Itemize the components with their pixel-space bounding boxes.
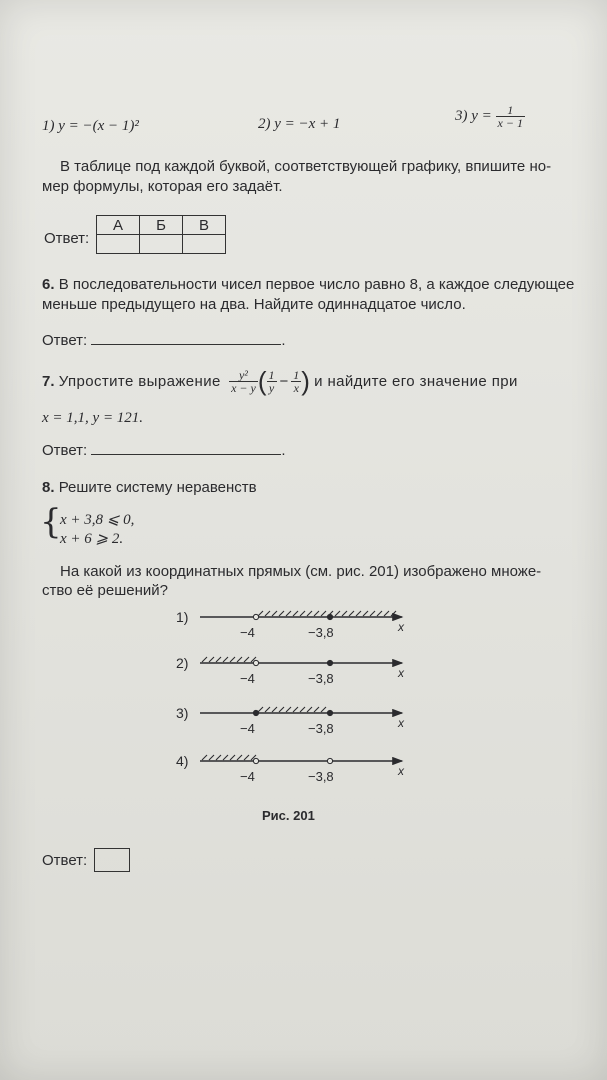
task7-line1 <box>42 366 518 397</box>
hatch-mark <box>216 755 221 760</box>
task8-title-line <box>42 479 257 496</box>
task6-text: В последовательности чисел первое число равно 8, а каждое следующее <box>58 276 575 293</box>
hatch-mark <box>230 755 235 760</box>
hatch-mark <box>216 657 221 662</box>
point-a <box>253 758 258 763</box>
tick-label-a: −4 <box>240 721 255 736</box>
formula-3-prefix: 3) y = <box>455 108 492 124</box>
hatch-mark <box>342 611 347 616</box>
point-b <box>327 710 332 715</box>
hatch-mark <box>202 755 207 760</box>
hatch-mark <box>300 707 305 712</box>
task7-fraction-2 <box>291 369 301 394</box>
task8-question-line2: ство её решений? <box>42 582 168 599</box>
hatch-mark <box>244 755 249 760</box>
hatch-mark <box>209 657 214 662</box>
hatch-mark <box>258 707 263 712</box>
task7-number: 7. <box>42 373 55 390</box>
hatch-mark <box>265 611 270 616</box>
axis-label: x <box>398 666 404 680</box>
hatch-mark <box>321 707 326 712</box>
table-header-a: А <box>97 216 140 235</box>
hatch-mark <box>230 657 235 662</box>
option-label: 3) <box>176 705 189 721</box>
hatch-mark <box>307 707 312 712</box>
point-a <box>253 614 258 619</box>
hatch-mark <box>293 611 298 616</box>
task7-answer-label: Ответ: <box>42 442 88 459</box>
hatch-mark <box>349 611 354 616</box>
hatch-mark <box>307 611 312 616</box>
task7-answer-line[interactable] <box>91 442 281 455</box>
number-line-3 <box>176 705 405 736</box>
axis-label: x <box>398 716 404 730</box>
answer-cell-b[interactable] <box>140 235 183 254</box>
hatch-mark <box>237 657 242 662</box>
option-label: 4) <box>176 753 189 769</box>
task5-answer-table <box>96 215 226 254</box>
task7-line2: x = 1,1, y = 121. <box>42 410 144 426</box>
task6-answer <box>42 332 286 349</box>
formula-3-denominator: x − 1 <box>497 116 523 130</box>
point-a <box>253 660 258 665</box>
option-label: 1) <box>176 609 189 625</box>
option-label: 2) <box>176 655 189 671</box>
answer-cell-a[interactable] <box>97 235 140 254</box>
task8-number: 8. <box>42 479 55 496</box>
task7-fraction-1 <box>267 369 277 394</box>
hatch-mark <box>209 755 214 760</box>
hatch-mark <box>321 611 326 616</box>
hatch-mark <box>286 611 291 616</box>
task7-answer <box>42 442 286 459</box>
hatch-mark <box>279 611 284 616</box>
task8-question-line1: На какой из координатных прямых (см. рис. 201) изображено множе- <box>60 563 542 580</box>
formula-1: 1) y = −(x − 1)² <box>42 118 139 134</box>
hatch-mark <box>265 707 270 712</box>
task5-instruction-line1: В таблице под каждой буквой, соответствующей графику, впишите но- <box>60 158 552 175</box>
hatch-mark <box>279 707 284 712</box>
hatch-mark <box>223 657 228 662</box>
axis-label: x <box>398 620 404 634</box>
tick-label-a: −4 <box>240 625 255 640</box>
number-line-4 <box>176 753 405 784</box>
right-paren: ) <box>301 366 310 396</box>
hatch-mark <box>293 707 298 712</box>
formula-3-fraction <box>496 104 525 129</box>
hatch-mark <box>223 755 228 760</box>
axis-label: x <box>398 764 404 778</box>
hatch-mark <box>335 611 340 616</box>
task6-line2: меньше предыдущего на два. Найдите одиннадцатое число. <box>42 296 466 313</box>
left-paren: ( <box>257 366 267 396</box>
task6-answer-end: . <box>281 332 286 349</box>
formula-2: 2) y = −x + 1 <box>258 116 341 132</box>
point-b <box>327 758 332 763</box>
tick-label-b: −3,8 <box>308 721 334 736</box>
system-brace: { <box>40 502 62 542</box>
hatch-mark <box>286 707 291 712</box>
task6-answer-line[interactable] <box>91 332 281 345</box>
hatch-mark <box>272 707 277 712</box>
hatch-mark <box>391 611 396 616</box>
point-a <box>253 710 258 715</box>
task8-title: Решите систему неравенств <box>58 479 257 496</box>
inequality-1: x + 3,8 ⩽ 0, <box>60 512 135 528</box>
task6-answer-label: Ответ: <box>42 332 88 349</box>
task7-inner2-denominator: x <box>293 381 299 395</box>
task7-fraction-main <box>229 369 258 394</box>
tick-label-b: −3,8 <box>308 625 334 640</box>
tick-label-b: −3,8 <box>308 769 334 784</box>
tick-label-a: −4 <box>240 769 255 784</box>
inequality-2: x + 6 ⩾ 2. <box>60 531 124 547</box>
hatch-mark <box>300 611 305 616</box>
tick-label-a: −4 <box>240 671 255 686</box>
task7-main-numerator: y² <box>229 369 258 382</box>
task7-text-before: Упростите выражение <box>58 373 221 390</box>
task7-text-after: и найдите его значение при <box>314 373 518 390</box>
task8-answer-box[interactable] <box>94 848 130 872</box>
task7-main-denominator: x − y <box>231 381 256 395</box>
tick-label-b: −3,8 <box>308 671 334 686</box>
hatch-mark <box>314 611 319 616</box>
hatch-mark <box>258 611 263 616</box>
task6-line1 <box>42 276 574 293</box>
hatch-mark <box>314 707 319 712</box>
task5-instruction-line2: мер формулы, которая его задаёт. <box>42 178 283 195</box>
figure-201 <box>170 605 420 805</box>
task7-answer-end: . <box>281 442 286 459</box>
answer-cell-v[interactable] <box>183 235 226 254</box>
table-header-b: Б <box>140 216 183 235</box>
hatch-mark <box>363 611 368 616</box>
hatch-mark <box>272 611 277 616</box>
task7-inner1-denominator: y <box>268 381 275 395</box>
task6-number: 6. <box>42 276 55 293</box>
number-line-1 <box>176 609 405 640</box>
hatch-mark <box>370 611 375 616</box>
minus-sign: − <box>279 373 289 390</box>
hatch-mark <box>384 611 389 616</box>
task7-inner2-numerator: 1 <box>293 368 300 382</box>
task7-inner1-numerator: 1 <box>268 368 275 382</box>
table-header-v: В <box>183 216 226 235</box>
hatch-mark <box>202 657 207 662</box>
hatch-mark <box>244 657 249 662</box>
formula-3 <box>455 104 525 129</box>
hatch-mark <box>377 611 382 616</box>
figure-caption: Рис. 201 <box>262 808 315 823</box>
hatch-mark <box>237 755 242 760</box>
task8-answer-label: Ответ: <box>42 852 88 869</box>
formula-3-numerator: 1 <box>496 104 525 117</box>
point-b <box>327 660 332 665</box>
point-b <box>327 614 332 619</box>
task5-answer-label: Ответ: <box>44 230 90 247</box>
hatch-mark <box>356 611 361 616</box>
number-line-2 <box>176 655 405 686</box>
